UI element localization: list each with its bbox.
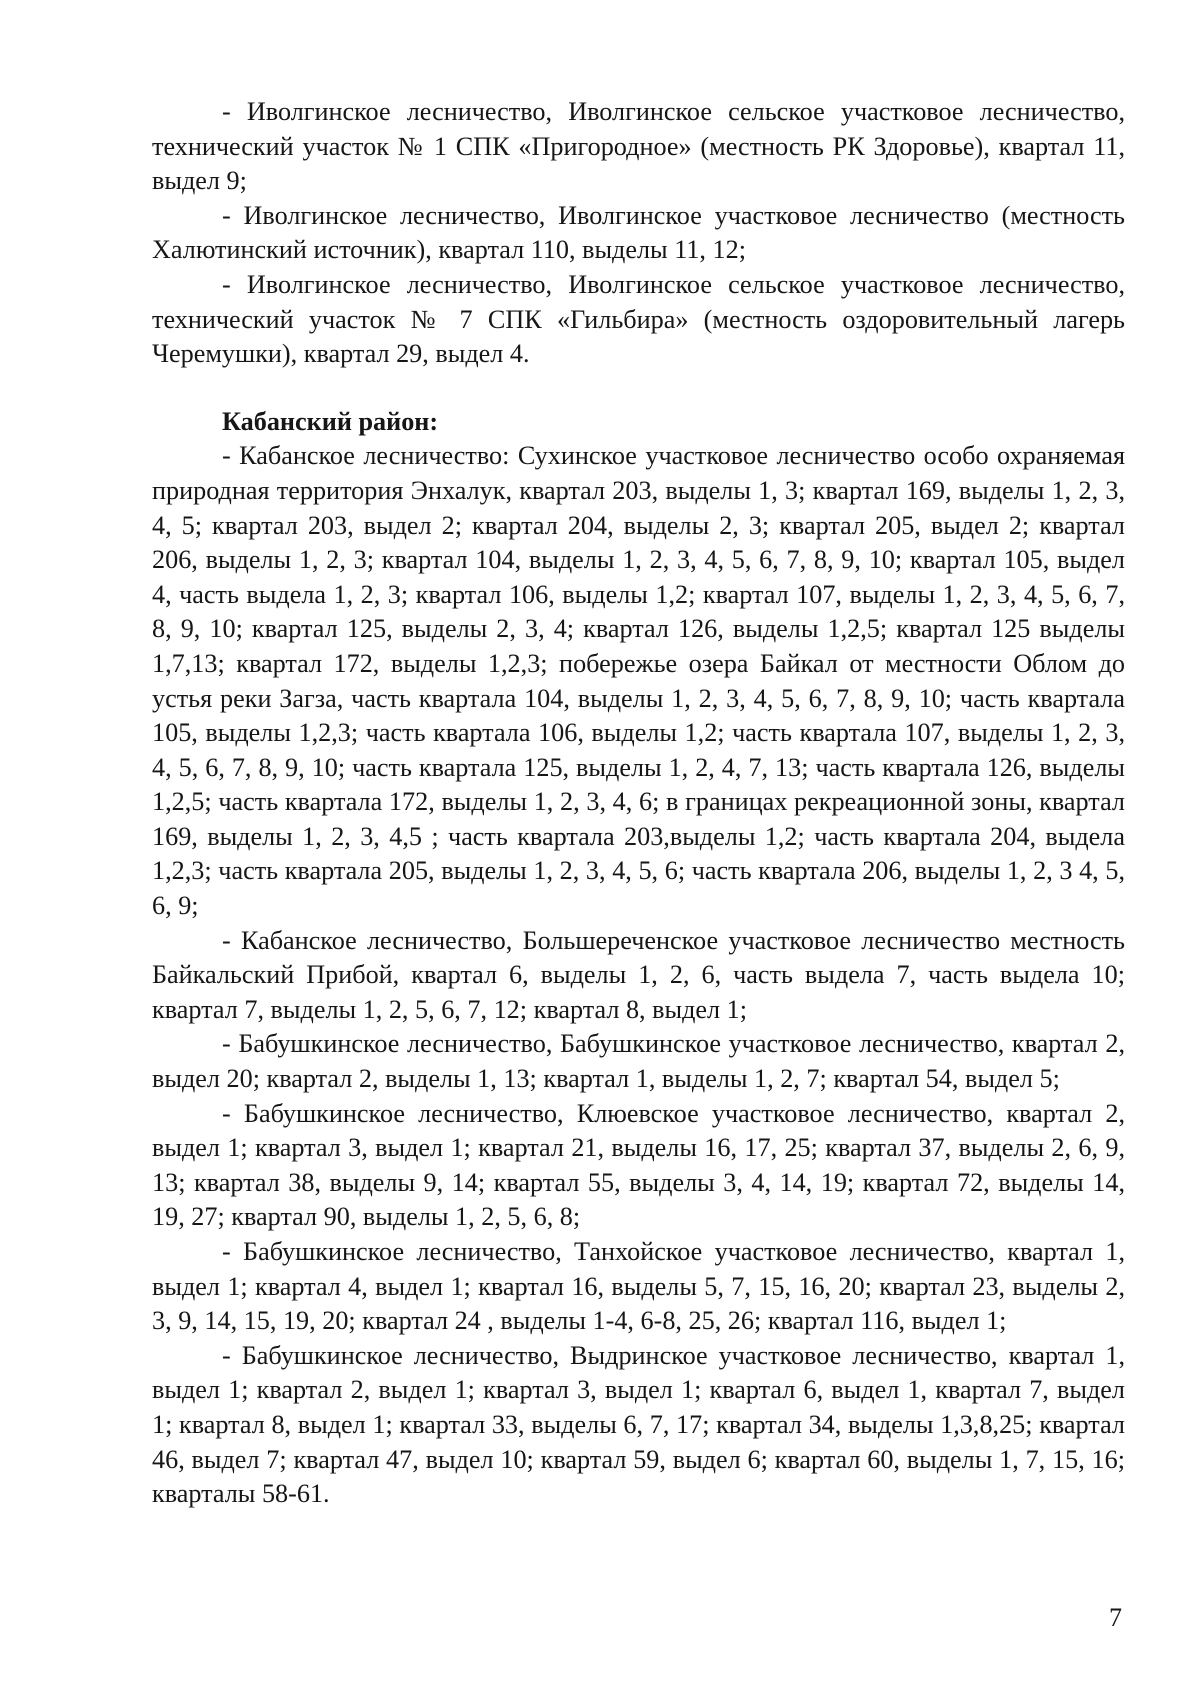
paragraph-babushkin-2: - Бабушкинское лесничество, Клюевское участковое лесничество, квартал 2, выдел 1; квартал 3, выдел 1; квартал 21, выделы 16, 17, 25; квартал 37, выделы 2, 6, 9, 13; квартал 38, выделы 9, 14; квартал 55, выделы 3, 4, 14, 19; квартал 72, выделы 14, 19, 27; квартал 90, выделы 1, 2, 5, 6, 8; [152, 1098, 1125, 1232]
section-heading-kabansky: Кабанский район: [222, 406, 439, 436]
paragraph-ivolginsk-3: - Иволгинское лесничество, Иволгинское сельское участковое лесничество, технический участок № 7 СПК «Гильбира» (местность оздоровительный лагерь Черемушки), квартал 29, выдел 4. [152, 269, 1125, 369]
paragraph-babushkin-3: - Бабушкинское лесничество, Танхойское участковое лесничество, квартал 1, выдел 1; квартал 4, выдел 1; квартал 16, выделы 5, 7, 15, 16, 20; квартал 23, выделы 2, 3, 9, 14, 15, 19, 20; квартал 24 , выделы 1-4, 6-8, 25, 26; квартал 116, выдел 1; [152, 1237, 1125, 1336]
paragraph-ivolginsk-2: - Иволгинское лесничество, Иволгинское участковое лесничество (местность Халютинский источник), квартал 110, выделы 11, 12; [152, 200, 1125, 265]
paragraph-babushkin-4: - Бабушкинское лесничество, Выдринское участковое лесничество, квартал 1, выдел 1; квартал 2, выдел 1; квартал 3, выдел 1; квартал 6, выдел 1, квартал 7, выдел 1; квартал 8, выдел 1; квартал 33, выделы 6, 7, 17; квартал 34, выделы 1,3,8,25; квартал 46, выдел 7; квартал 47, выдел 10; квартал 59, выдел 6; квартал 60, выделы 1, 7, 15, 16; кварталы 58-61. [152, 1340, 1125, 1509]
page-number: 7 [1109, 1603, 1122, 1632]
paragraph-kabansk-1: - Кабанское лесничество: Сухинское участковое лесничество особо охраняемая природная территория Энхалук, квартал 203, выделы 1, 3; квартал 169, выделы 1, 2, 3, 4, 5; квартал 203, выдел 2; квартал 204, выделы 2, 3; квартал 205, выдел 2; квартал 206, выделы 1, 2, 3; квартал 104, выделы 1, 2, 3, 4, 5, 6, 7, 8, 9, 10; квартал 105, выдел 4, часть выдела 1, 2, 3; квартал 106, выделы 1,2; квартал 107, выделы 1, 2, 3, 4, 5, 6, 7, 8, 9, 10; квартал 125, выделы 2, 3, 4; квартал 126, выделы 1,2,5; квартал 125 выделы 1,7,13; квартал 172, выделы 1,2,3; побережье озера Байкал от местности Облом до устья реки Загза, часть квартала 104, выделы 1, 2, 3, 4, 5, 6, 7, 8, 9, 10; часть квартала 105, выделы 1,2,3; часть квартала 106, выделы 1,2; часть квартала 107, выделы 1, 2, 3, 4, 5, 6, 7, 8, 9, 10; часть квартала 125, выделы 1, 2, 4, 7, 13; часть квартала 126, выделы 1,2,5; часть квартала 172, выделы 1, 2, 3, 4, 6; в границах рекреационной зоны, квартал 169, выделы 1, 2, 3, 4,5 ; часть квартала 203,выделы 1,2; часть квартала 204, выдела 1,2,3; часть квартала 205, выделы 1, 2, 3, 4, 5, 6; часть квартала 206, выделы 1, 2, 3 4, 5, 6, 9; [152, 441, 1125, 921]
paragraph-kabansk-2: - Кабанское лесничество, Большереченское участковое лесничество местность Байкальский Прибой, квартал 6, выделы 1, 2, 6, часть выдела 7, часть выдела 10; квартал 7, выделы 1, 2, 5, 6, 7, 12; квартал 8, выдел 1; [152, 925, 1125, 1024]
paragraph-ivolginsk-1: - Иволгинское лесничество, Иволгинское сельское участковое лесничество, технический участок № 1 СПК «Пригородное» (местность РК Здоровье), квартал 11, выдел 9; [152, 97, 1125, 196]
paragraph-babushkin-1: - Бабушкинское лесничество, Бабушкинское участковое лесничество, квартал 2, выдел 20; квартал 2, выделы 1, 13; квартал 1, выделы 1, 2, 7; квартал 54, выдел 5; [152, 1029, 1125, 1094]
